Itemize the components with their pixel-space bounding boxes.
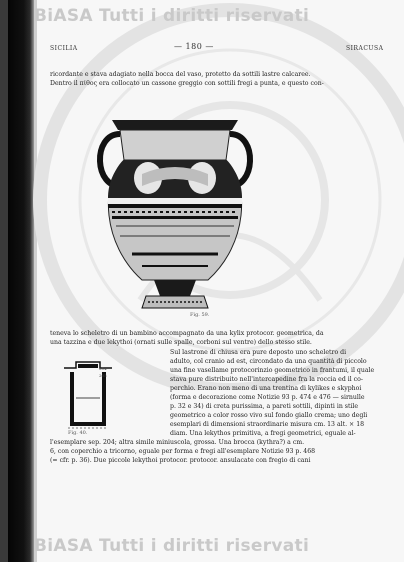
text-line: una tazzina e due lekythoi (ornati sulle spalle, corboni sul ventre) dello stesso stile. — [50, 339, 312, 346]
text-line: stava pure distribuito nell'intercapedine fra la roccia ed il co- — [170, 376, 363, 383]
watermark-bottom: BiASA Tutti i diritti riservati — [34, 536, 310, 556]
text-line: (= cfr. p. 36). Due piccole lekythoi protocor. protocor. ansulacate con fregio di cani — [50, 457, 311, 464]
figure-label: 205 — [99, 373, 107, 378]
text-line: Dentro il πίθος era collocato un cassone greggio con sottili fregi a punta, e questo con- — [50, 80, 324, 87]
watermark-top: BiASA Tutti i diritti riservati — [34, 6, 310, 26]
text-line: ricordante e stava adagiato nella bocca del vaso, protetto da sottili lastre calcaree. — [50, 71, 311, 78]
running-head-left: SICILIA — [50, 45, 78, 52]
text-line: p. 32 e 34) di creta purissima, a pareti sottili, dipinti in stile — [170, 403, 359, 410]
text-line: Sul lastrone di chiusa era pure deposto uno scheletro di — [170, 349, 347, 356]
text-line: teneva lo scheletro di un bambino accompagnato da una kylix protocor. geometrica, da — [50, 330, 324, 337]
running-head-right: SIRACUSA — [346, 45, 384, 52]
text-line: 6, con coperchio a tricorno, eguale per forma e fregi all'esemplare Notizie 93 p. 468 — [50, 448, 316, 455]
text-line: adulto, col cranio ad est, circondato da una quantità di piccolo — [170, 358, 367, 365]
page-number: — 180 — — [174, 42, 214, 51]
vase-illustration — [90, 94, 260, 320]
text-line: l'esemplare sep. 204; altra simile miniuscola, grossa. Una brocca (kythra?) a cm. — [50, 439, 305, 446]
text-line: (forma e decorazione come Notizie 93 p. 474 e 476 — sirnulle — [170, 394, 365, 401]
figure-caption: Fig. 59. — [190, 312, 210, 318]
text-line: esemplari di dimensioni straordinarie misura cm. 13 alt. × 18 — [170, 421, 365, 428]
text-line: diam. Una lekythos primitiva, a fregi geometrici, eguale al- — [170, 430, 356, 437]
figure-caption: Fig. 40. — [68, 430, 88, 436]
text-line: geometrico a color rosso vivo sul fondo giallo crema; uno degli — [170, 412, 368, 419]
figure-label: 204 — [99, 366, 107, 371]
text-line: una fine vasellame protocorinzio geometrico in frantumi, il quale — [170, 367, 375, 374]
text-line: perchio. Erano non meno di una trentina di kylikes e skyphoi — [170, 385, 362, 392]
